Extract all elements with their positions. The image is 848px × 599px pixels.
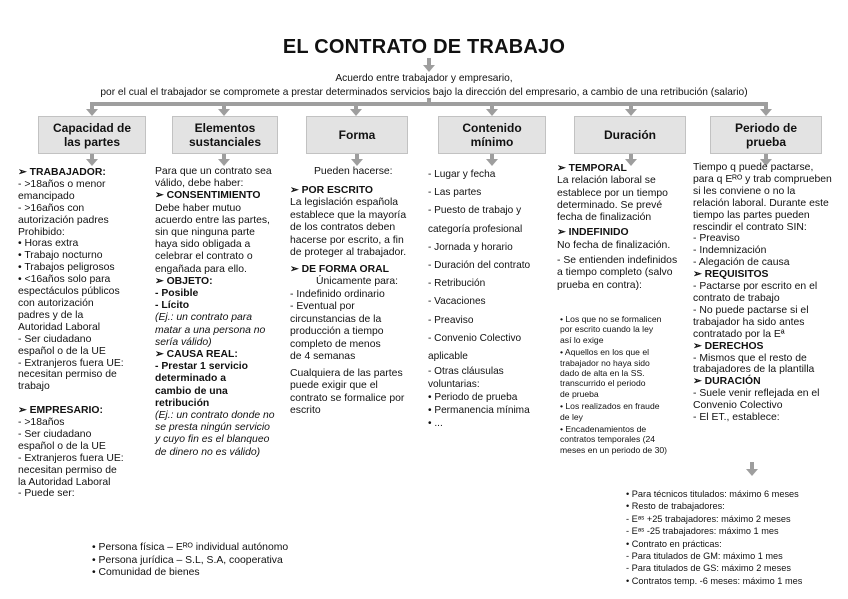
elementos-line: matar a una persona no [155,324,266,336]
indefinido-case-line: contratos temporales (24 [560,434,656,445]
duracion-maxima-line: - Para titulados de GS: máximo 2 meses [626,563,791,574]
periodo-line: - El ET., establece: [693,412,780,424]
capacidad-line: espectáculos públicos [18,286,120,298]
page-title: EL CONTRATO DE TRABAJO [282,36,566,58]
periodo-line: rescindir el contrato SIN: [693,221,807,233]
duracion-line: ➢ INDEFINIDO [557,227,629,239]
down-arrow-icon [423,65,435,72]
empresario-type-item: • Persona física – Eᴿᴼ individual autónomo [92,542,289,553]
capacidad-line: • <16años solo para [18,274,111,286]
indefinido-case-line: de ley [560,411,583,422]
capacidad-content [18,167,124,500]
capacidad-line: - Ser ciudadano [18,333,92,345]
capacidad-line: - >18años [18,417,65,429]
capacidad-line: - >16años con [18,202,85,214]
forma-line: - Eventual por [290,301,355,312]
periodo-line: tiempo las partes pueden [693,209,810,221]
header-capacidad: Capacidad de las partes [38,116,146,154]
contenido-content [428,166,530,430]
indefinido-case-line: por escrito cuando la ley [560,324,654,335]
elementos-line: sería válido) [155,336,212,348]
capacidad-line: la Autoridad Laboral [18,476,111,488]
indefinido-case-line: de prueba [560,388,599,399]
header-contenido: Contenido mínimo [438,116,546,154]
indefinido-case-line: • Los que no se formalicen [560,314,662,324]
contenido-line: - Puesto de trabajo y [428,205,522,217]
contenido-line: - Convenio Colectivo [428,332,522,344]
contenido-line: - Otras cláusulas [428,366,504,378]
duracion-maxima-line: • Contrato en prácticas: [626,538,722,549]
periodo-line: contrato de trabajo [693,292,780,304]
duracion-maxima-line: - Eᵃˢ -25 trabajadores: máximo 1 mes [626,526,779,537]
periodo-line: - Mismos que el resto de [693,352,807,364]
duracion-line: La relación laboral se [557,175,656,187]
header-forma: Forma [306,116,408,154]
periodo-line: relación laboral. Durante este [693,197,829,209]
capacidad-line: necesitan permiso de [18,464,117,476]
elementos-line: ➢ CONSENTIMIENTO [155,190,261,202]
forma-line: circunstancias de la [290,313,382,325]
header-elementos: Elementos sustanciales [172,116,278,154]
periodo-line: Convenio Colectivo [693,400,783,412]
down-arrow-icon [218,109,230,116]
contenido-line: aplicable [428,351,468,363]
duracion-line: ➢ TEMPORAL [557,163,627,174]
periodo-line: - Alegación de causa [693,257,790,269]
contenido-line: • ... [428,418,443,430]
capacidad-line: trabajo [18,381,50,393]
connector-bar [90,102,768,106]
definition-line-2: por el cual el trabajador se compromete a prestar determinados servicios bajo la dirección del empresario, a cambio de una retribución (salario) [100,87,748,98]
capacidad-line: - Puede ser: [18,488,75,500]
elementos-line: ➢ CAUSA REAL: [155,349,238,361]
duracion-line: No fecha de finalización. [557,239,671,251]
capacidad-line: - Ser ciudadano [18,428,92,440]
periodo-line: ➢ REQUISITOS [693,269,769,281]
elementos-content [155,166,275,459]
contenido-line: - Preaviso [428,314,474,326]
down-arrow-icon [486,159,498,166]
elementos-line: sin que ninguna parte [155,227,255,239]
elementos-line: ➢ OBJETO: [155,275,213,287]
contenido-line: • Permanencia mínima [428,405,530,417]
indefinido-case-line: • Aquellos en los que el [560,347,650,358]
periodo-line: trabajador ha sido antes [693,316,805,328]
duracion-line: prueba en contra): [557,279,642,291]
duracion-line: fecha de finalización [557,212,652,224]
forma-line: hacerse por escrito, a fin [290,234,404,246]
elementos-line: Para que un contrato sea [155,166,272,177]
contenido-line: - Duración del contrato [428,260,531,272]
capacidad-line: ➢ EMPRESARIO: [18,405,103,417]
forma-line: La legislación española [290,197,399,208]
elementos-line: - Prestar 1 servicio [155,361,248,373]
periodo-line: ➢ DERECHOS [693,340,764,352]
down-arrow-icon [486,109,498,116]
down-arrow-icon [625,109,637,116]
indefinido-case-line: • Encadenamientos de [560,424,647,435]
forma-line: ➢ DE FORMA ORAL [290,263,389,275]
duracion-line: establece por un tiempo [557,187,668,199]
elementos-line: (Ej.: un contrato para [155,312,253,324]
capacidad-line: necesitan permiso de [18,369,117,381]
capacidad-line: • Horas extra [18,238,79,250]
indefinido-case-line: meses en un periodo de 30) [560,444,668,455]
contenido-line: - Las partes [428,187,482,199]
periodo-line: - Preaviso [693,233,740,245]
periodo-line: para q Eᴿᴼ y trab comprueben [693,173,832,185]
forma-line: Cualquiera de las partes [290,367,403,379]
elementos-line: engañada para ello. [155,263,247,275]
duracion-maxima-list [626,488,802,587]
forma-line: ➢ POR ESCRITO [290,184,373,196]
duracion-maxima-line: • Para técnicos titulados: máximo 6 meses [626,489,799,499]
duracion-line: - Se entienden indefinidos [557,255,678,267]
down-arrow-icon [746,469,758,476]
capacidad-line: español o de la UE [18,440,106,452]
forma-line: - Indefinido ordinario [290,288,385,300]
periodo-content [693,162,832,424]
capacidad-line: ➢ TRABAJADOR: [18,167,106,178]
capacidad-line: Prohibido: [18,226,65,238]
elementos-line: celebrar el contrato o [155,251,253,263]
capacidad-line: - Extranjeros fuera UE: [18,452,124,464]
contenido-line: voluntarias: [428,379,480,391]
capacidad-line: • Trabajo nocturno [18,250,103,262]
elementos-line: haya sido obligada a [155,239,251,251]
elementos-line: Debe haber mutuo [155,202,242,214]
definition-line-1: Acuerdo entre trabajador y empresario, [335,73,513,84]
down-arrow-icon [351,159,363,166]
duracion-maxima-line: - Para titulados de GM: máximo 1 mes [626,551,783,562]
down-arrow-icon [86,109,98,116]
capacidad-line: • Trabajos peligrosos [18,262,115,274]
indefinido-case-line: • Los realizados en fraude [560,401,660,412]
periodo-line: trabajadores de la plantilla [693,364,815,376]
periodo-line: ➢ DURACIÓN [693,376,761,388]
forma-line: contrato se formalice por [290,392,405,404]
indefinido-case-line: trabajador no haya sido [560,357,650,368]
capacidad-line [18,393,124,405]
periodo-line: - Suele venir reflejada en el [693,388,820,400]
down-arrow-icon [350,109,362,116]
contenido-line: - Retribución [428,278,486,290]
duracion-maxima-line: - Eᵃˢ +25 trabajadores: máximo 2 meses [626,513,791,524]
contenido-line: • Periodo de prueba [428,392,518,404]
indefinido-cases-list [560,314,667,455]
elementos-line: - Posible [155,288,199,300]
capacidad-line: Autoridad Laboral [18,321,101,333]
duracion-maxima-line: • Contratos temp. -6 meses: máximo 1 mes [626,575,803,586]
contenido-line: - Lugar y fecha [428,169,496,180]
forma-content [290,166,406,418]
down-arrow-icon [218,159,230,166]
capacidad-line: autorización padres [18,214,109,226]
capacidad-line: emancipado [18,190,75,202]
elementos-line: cambio de una [155,385,228,397]
forma-line: de 4 semanas [290,351,356,362]
capacidad-line: - Extranjeros fuera UE: [18,357,124,369]
elementos-line: válido, debe haber: [155,178,244,190]
empresario-types-list [92,542,288,580]
elementos-line: se presta ningún servicio [155,422,270,434]
down-arrow-icon [760,109,772,116]
empresario-type-item: • Comunidad de bienes [92,567,200,579]
periodo-line: - Indemnización [693,245,767,257]
contenido-line: - Jornada y horario [428,241,513,253]
periodo-line: - Pactarse por escrito en el [693,281,818,293]
capacidad-line: - >18años o menor [18,178,106,190]
down-arrow-icon [86,159,98,166]
forma-line: establece que la mayoría [290,209,407,221]
elementos-line: de dinero no es válido) [155,446,261,458]
forma-line: producción a tiempo [290,326,384,337]
header-duracion: Duración [574,116,686,154]
forma-line: Pueden hacerse: [314,166,393,177]
forma-line: completo de menos [290,338,381,350]
elementos-line: y cuyo fin es el blanqueo [155,434,270,446]
contenido-line: categoría profesional [428,223,523,235]
indefinido-case-line: así lo exige [560,334,604,345]
capacidad-line: con autorización [18,297,94,309]
header-periodo: Periodo de prueba [710,116,822,154]
indefinido-case-line: transcurrido el periodo [560,378,646,389]
periodo-line: contratado por la Eª [693,328,785,340]
duracion-line: a tiempo completo (salvo [557,267,673,279]
capacidad-line: padres y de la [18,309,84,321]
forma-line: puede exigir que el [290,380,378,391]
forma-line: escrito [290,405,321,416]
empresario-type-item: • Persona jurídica – S.L, S.A, cooperativa [92,554,283,566]
forma-line: Únicamente para: [316,276,399,287]
periodo-line: si les conviene o no la [693,185,796,197]
elementos-line: acuerdo entre las partes, [155,214,270,226]
elementos-line: - Lícito [155,300,190,312]
elementos-line: determinado a [155,373,227,385]
elementos-line: (Ej.: un contrato donde no [155,410,275,422]
contenido-line: - Vacaciones [428,296,486,308]
duracion-maxima-line: • Resto de trabajadores: [626,501,725,512]
capacidad-line: español o de la UE [18,345,106,357]
periodo-line: - No puede pactarse si el [693,304,809,316]
forma-line: de proteger al trabajador. [290,247,407,258]
periodo-line: Tiempo q puede pactarse, [693,162,814,173]
elementos-line: retribución [155,397,210,409]
forma-line: de los contratos deben [290,222,396,233]
indefinido-case-line: dado de alta en la SS. [560,368,645,379]
duracion-line: determinado. Se prevé [557,199,663,211]
duracion-content [557,163,677,292]
